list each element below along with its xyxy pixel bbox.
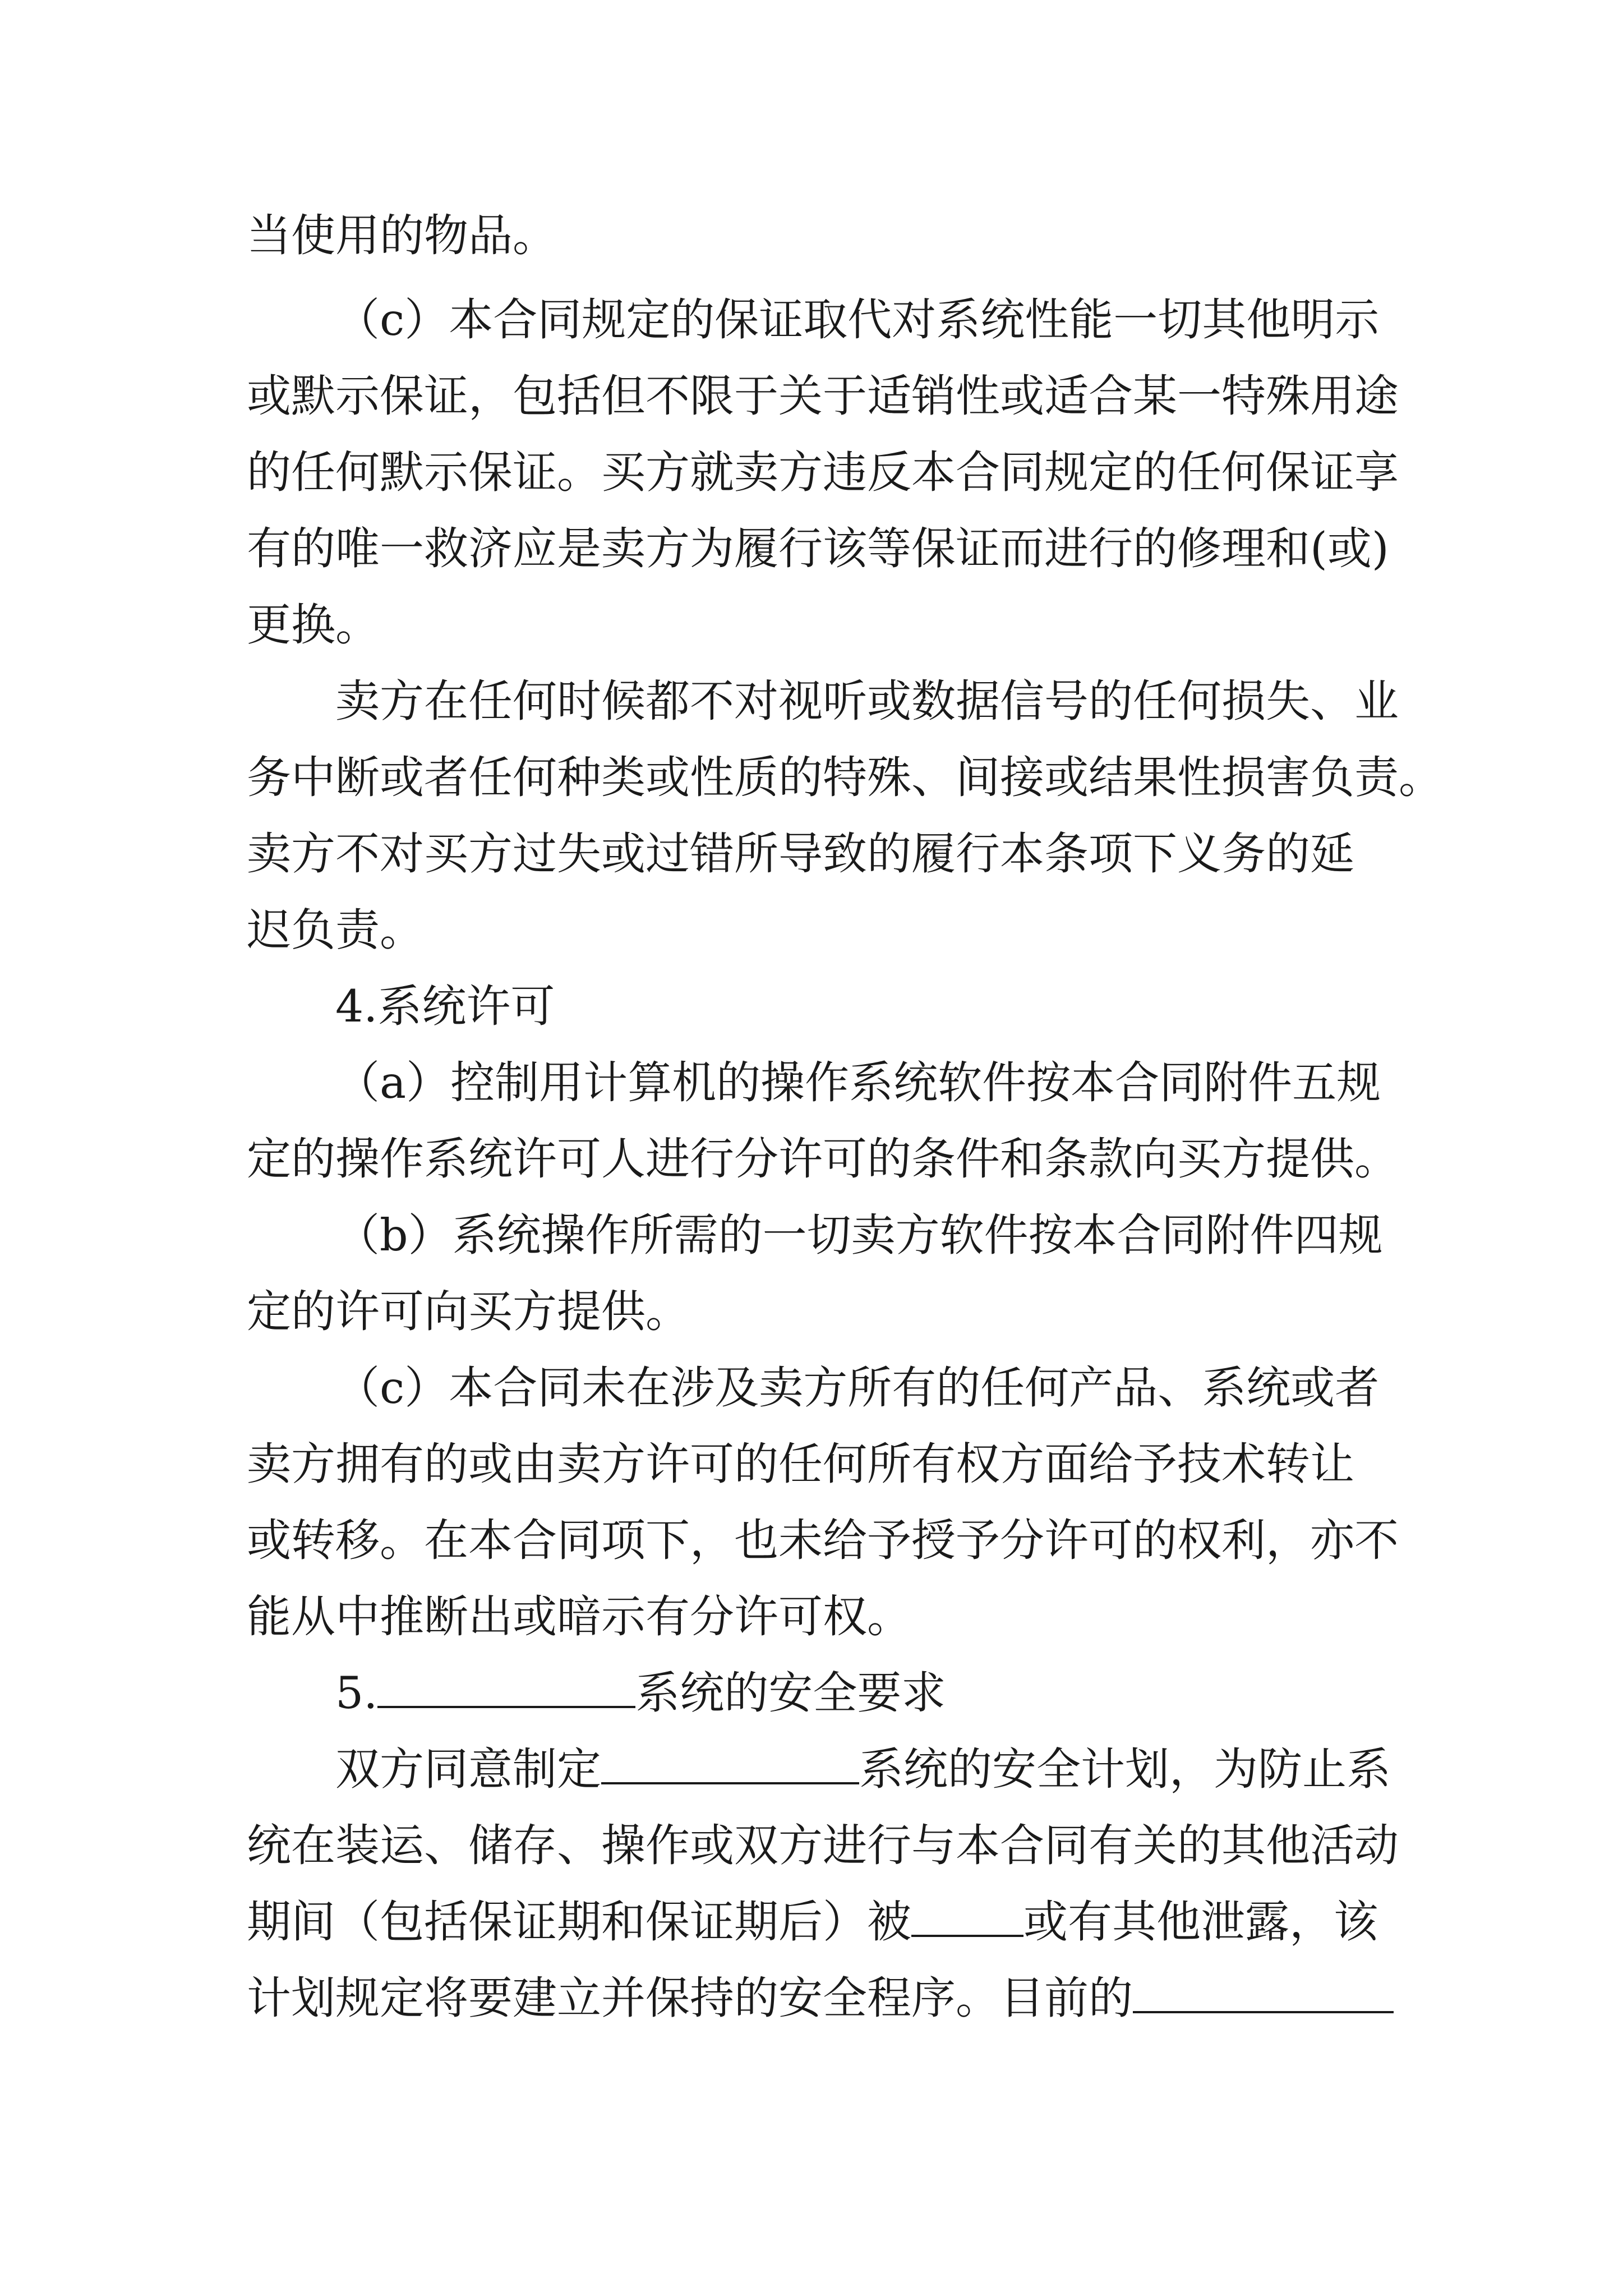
text-fragment: 双方同意制定 <box>335 1743 601 1795</box>
blank-line <box>601 1743 859 1784</box>
text-line: 定的许可向买方提供。 <box>247 1286 690 1337</box>
text-line: 定的操作系统许可人进行分许可的条件和条款向买方提供。 <box>247 1133 1399 1185</box>
text-line: （a）控制用计算机的操作系统软件按本合同附件五规 <box>335 1057 1381 1108</box>
section-number: 5. <box>335 1667 378 1719</box>
section-heading <box>335 1665 946 1721</box>
text-line <box>335 1741 1391 1797</box>
text-line: （b）系统操作所需的一切卖方软件按本合同附件四规 <box>335 1209 1383 1261</box>
text-line: 卖方在任何时候都不对视听或数据信号的任何损失、业 <box>335 675 1399 727</box>
text-fragment: 计划规定将要建立并保持的安全程序。目前的 <box>247 1972 1133 2024</box>
section-title: 系统的安全要求 <box>635 1667 946 1719</box>
text-line: （c）本合同规定的保证取代对系统性能一切其他明示 <box>335 294 1380 346</box>
text-fragment: 期间（包括保证期和保证期后）被 <box>247 1896 911 1948</box>
blank-line <box>911 1895 1023 1937</box>
text-line: 当使用的物品。 <box>247 210 557 261</box>
text-line <box>247 1894 1378 1950</box>
text-line: （c）本合同未在涉及卖方所有的任何产品、系统或者 <box>335 1362 1380 1414</box>
text-line: 卖方不对买方过失或过错所导致的履行本条项下义务的延 <box>247 828 1354 880</box>
blank-line <box>377 1667 635 1708</box>
text-line: 卖方拥有的或由卖方许可的任何所有权方面给予技术转让 <box>247 1438 1354 1490</box>
text-line <box>247 1970 1394 2026</box>
text-fragment: 系统的安全计划，为防止系 <box>859 1743 1391 1795</box>
text-line: 或转移。在本合同项下，也未给予授予分许可的权利，亦不 <box>247 1515 1399 1566</box>
text-line: 务中断或者任何种类或性质的特殊、间接或结果性损害负责。 <box>247 752 1443 803</box>
text-fragment: 或有其他泄露，该 <box>1023 1896 1378 1948</box>
text-line: 或默示保证，包括但不限于关于适销性或适合某一特殊用途 <box>247 370 1399 422</box>
text-line: 的任何默示保证。买方就卖方违反本合同规定的任何保证享 <box>247 447 1399 498</box>
text-line: 更换。 <box>247 599 380 651</box>
text-line: 统在装运、储存、操作或双方进行与本合同有关的其他活动 <box>247 1820 1399 1871</box>
blank-line <box>1133 1972 1394 2013</box>
section-heading: 4.系统许可 <box>335 981 555 1032</box>
text-line: 迟负责。 <box>247 904 424 956</box>
text-line: 有的唯一救济应是卖方为履行该等保证而进行的修理和(或) <box>247 523 1389 574</box>
text-line: 能从中推断出或暗示有分许可权。 <box>247 1591 911 1642</box>
